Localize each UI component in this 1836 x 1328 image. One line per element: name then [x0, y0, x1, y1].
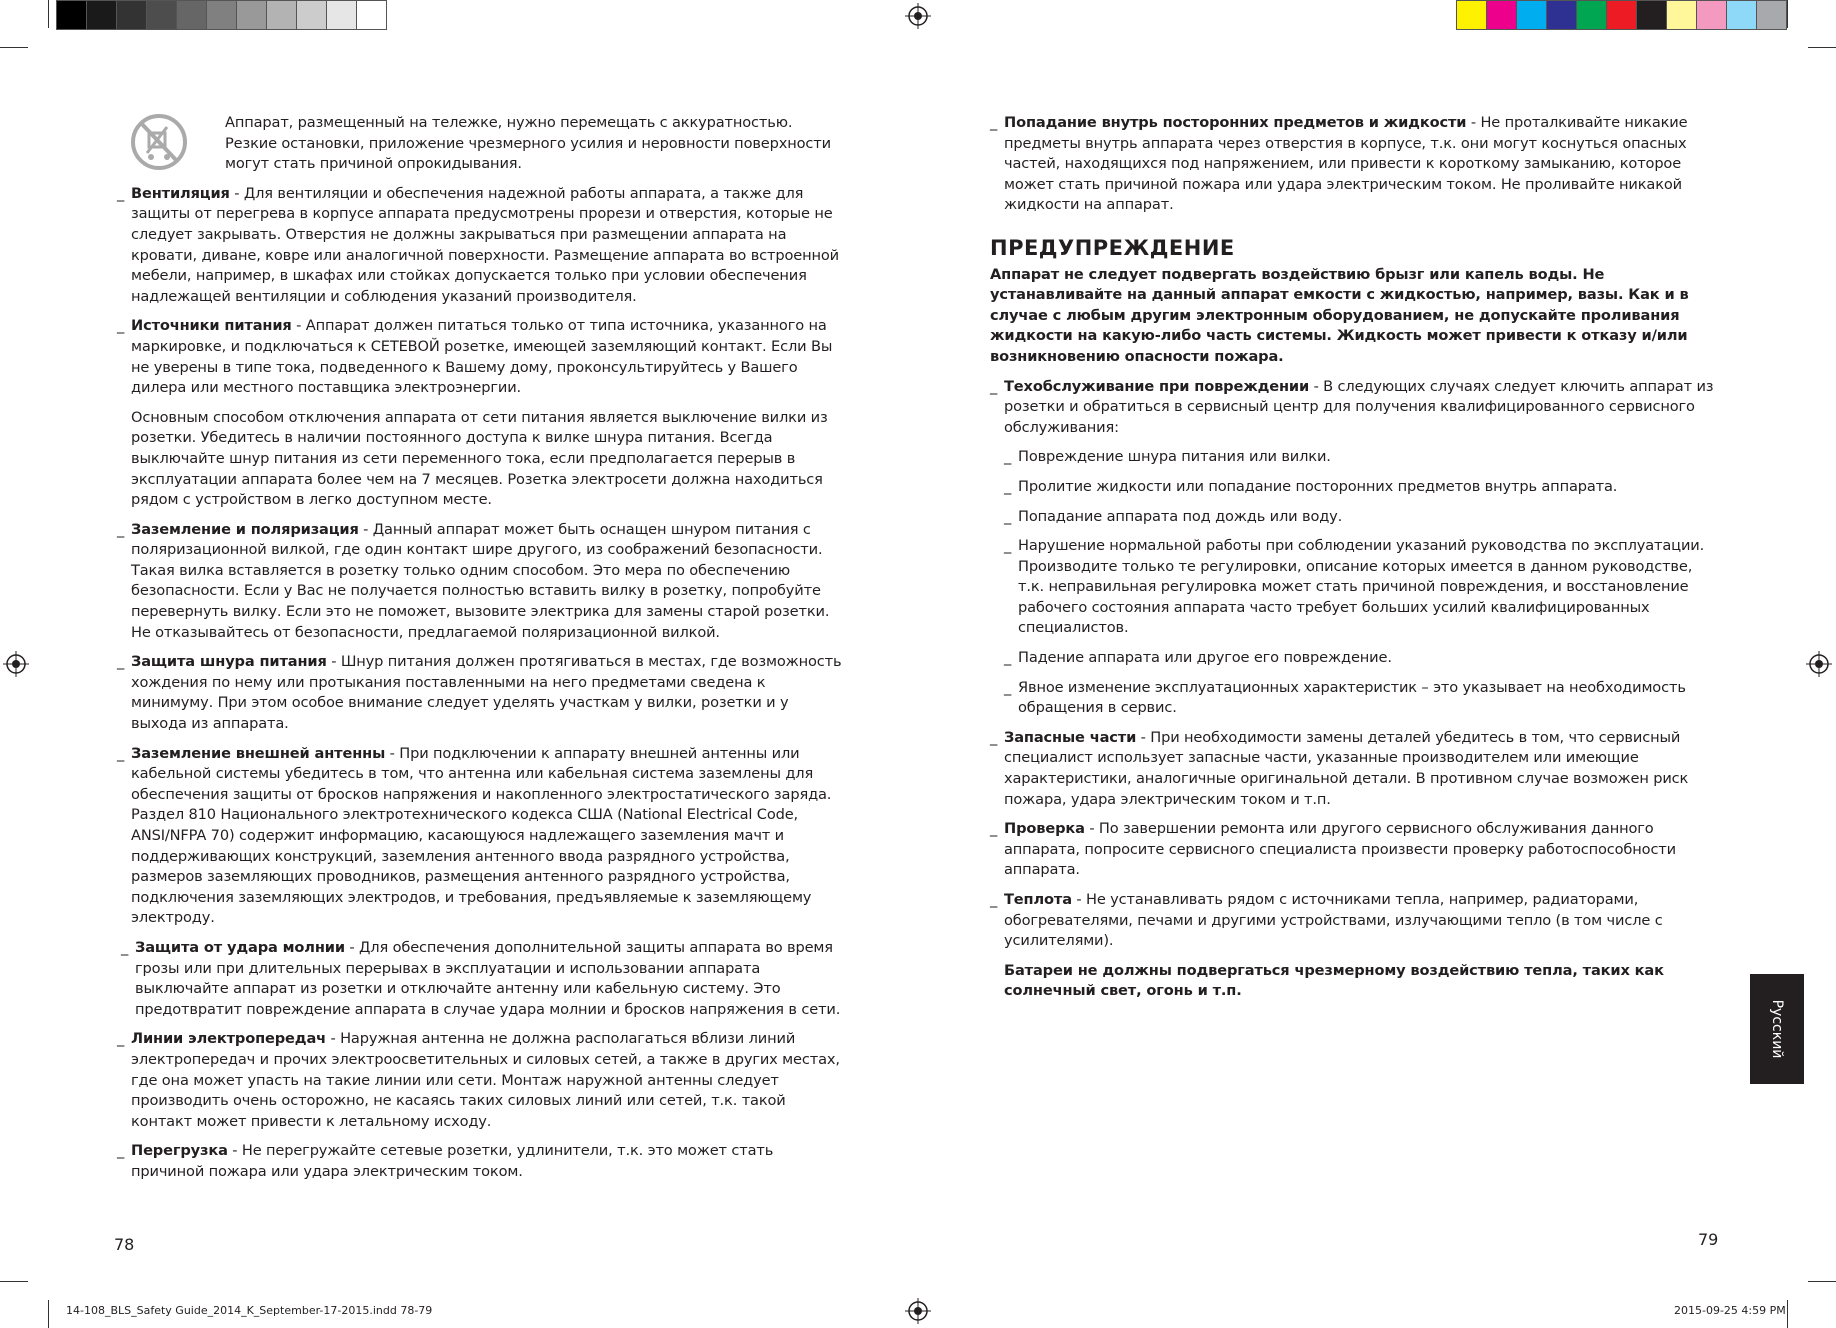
overload-item: _ Перегрузка - Не перегружайте сетевые розетки, удлинители, т.к. это может стать причиной пожара или удара электрическим током.: [117, 1142, 774, 1180]
item-title: Техобслуживание при повреждении: [1004, 377, 1310, 395]
crop-mark: [1787, 0, 1788, 28]
footer-date: 2015-09-25 4:59 PM: [1674, 1304, 1786, 1317]
service-case: _ Нарушение нормальной работы при соблюдении указаний руководства по эксплуатации. Производите только те регулировки, описание которых имеется в данном руководстве, т.к. неправильная регулировка может стать причиной повреждения, и восстановление рабочего состояния аппарата часто требует больших усилий квалифицированных специалистов.: [1004, 537, 1705, 637]
left-page-column: [117, 113, 842, 1192]
item-text: - Для обеспечения дополнительной защиты аппарата во время грозы или при длительных перерывах в эксплуатации и использовании аппарата выключайте аппарат из розетки и отключайте антенну или кабельную систему. Это предотвратит повреждение аппарата в случае удара молнии и бросков напряжения в сети.: [135, 938, 841, 1018]
item-title: Перегрузка: [131, 1142, 228, 1160]
item-text: - Данный аппарат может быть оснащен шнуром питания с поляризационной вилкой, где один контакт шире другого, из соображений безопасности. Такая вилка вставляется в розетку только одним способом. Это мера по обеспечению безопасности. Если у Вас не получается полностью вставить вилку в розетку, попробуйте перевернуть вилку. Если это не поможет, вызовите электрика для замены старой розетки. Не отказывайтесь от безопасности, предлагаемой поляризационной вилкой.: [131, 520, 830, 641]
process-color-bar: [1456, 0, 1787, 30]
crop-mark: [1808, 47, 1836, 48]
service-case: _ Попадание аппарата под дождь или воду.: [1004, 507, 1343, 525]
item-title: Заземление и поляризация: [131, 520, 359, 538]
item-text: - Не проталкивайте никакие предметы внутрь аппарата через отверстия в корпусе, т.к. они могут коснуться опасных частей, находящихся под напряжением, или привести к короткому замыканию, которое может стать причиной пожара или удара электрическим током. Не проливайте никакой жидкости на аппарат.: [1004, 114, 1688, 214]
item-title: Попадание внутрь посторонних предметов и жидкости: [1004, 114, 1467, 131]
item-title: Защита шнура питания: [131, 653, 327, 671]
swatch: [267, 1, 297, 29]
item-text: - Не перегружайте сетевые розетки, удлинители, т.к. это может стать причиной пожара или удара электрическим током.: [131, 1142, 774, 1180]
power-sources-item: _ Источники питания - Аппарат должен питаться только от типа источника, указанного на маркировке, и подключаться к СЕТЕВОЙ розетке, имеющей заземляющий контакт. Если Вы не уверены в типе тока, подведенного к Вашему дому, проконсультируйтесь у Вашего дилера или местного поставщика электроэнергии.: [117, 317, 833, 397]
language-tab-label: Русский: [1769, 999, 1785, 1059]
swatch: [1487, 1, 1517, 29]
language-tab: [1750, 974, 1804, 1084]
service-case: _ Падение аппарата или другое его повреждение.: [1004, 649, 1392, 667]
item-title: Линии электропередач: [131, 1030, 327, 1048]
swatch: [1757, 1, 1786, 29]
item-text: - По завершении ремонта или другого сервисного обслуживания данного аппарата, попросите сервисного специалиста произвести проверку работоспособности аппарата.: [1004, 820, 1676, 879]
cart-warning-text: Аппарат, размещенный на тележке, нужно перемещать с аккуратностью. Резкие остановки, приложение чрезмерного усилия и неровности поверхности могут стать причиной опрокидывания.: [225, 114, 831, 173]
registration-mark-icon: [905, 3, 931, 29]
swatch: [207, 1, 237, 29]
crop-mark: [1808, 1281, 1836, 1282]
item-text: - В следующих случаях следует ключить аппарат из розетки и обратиться в сервисный центр для получения квалифицированного сервисного обслуживания:: [1004, 377, 1714, 436]
swatch: [1577, 1, 1607, 29]
grounding-item: _ Заземление и поляризация - Данный аппарат может быть оснащен шнуром питания с поляризационной вилкой, где один контакт шире другого, из соображений безопасности. Такая вилка вставляется в розетку только одним способом. Это мера по обеспечению безопасности. Если у Вас не получается полностью вставить вилку в розетку, попробуйте перевернуть вилку. Если это не поможет, вызовите электрика для замены старой розетки. Не отказывайтесь от безопасности, предлагаемой поляризационной вилкой.: [117, 520, 830, 641]
swatch: [237, 1, 267, 29]
item-text: - При необходимости замены деталей убедитесь в том, что сервисный специалист использует запасные части, указанные производителем или имеющие характеристики, аналогичные оригинальной детали. В противном случае возможен риск пожара, удара электрическим током и т.п.: [1004, 728, 1689, 808]
page-number-left: 78: [114, 1235, 135, 1254]
swatch: [1547, 1, 1577, 29]
item-text: - Для вентиляции и обеспечения надежной работы аппарата, а также для защиты от перегрева в корпусе аппарата предусмотрены прорези и отверстия, которые не следует закрывать. Отверстия не должны закрываться при размещении аппарата на кровати, диване, ковре или аналогичной поверхности. Размещение аппарата во встроенной мебели, например, в шкафах или стойках допускается только при условии обеспечения надлежащей вентиляции и соблюдения указаний производителя.: [131, 184, 839, 305]
warning-text: Аппарат не следует подвергать воздействию брызг или капель воды. Не устанавливайте на данный аппарат емкости с жидкостью, например, вазы. Как и в случае с любым другим электронным оборудованием, не допускайте проливания жидкости на какую-либо часть системы. Жидкость может привести к отказу и/или возникновению опасности пожара.: [990, 265, 1689, 365]
swatch: [1697, 1, 1727, 29]
crop-mark: [0, 1281, 28, 1282]
inspection-item: _ Проверка - По завершении ремонта или другого сервисного обслуживания данного аппарата, попросите сервисного специалиста произвести проверку работоспособности аппарата.: [990, 820, 1676, 879]
lightning-item: _ Защита от удара молнии - Для обеспечения дополнительной защиты аппарата во время грозы или при длительных перерывах в эксплуатации и использовании аппарата выключайте аппарат из розетки и отключайте антенну или кабельную систему. Это предотвратит повреждение аппарата в случае удара молнии и бросков напряжения в сети.: [121, 938, 841, 1018]
item-title: Защита от удара молнии: [135, 938, 345, 956]
item-text: - Аппарат должен питаться только от типа источника, указанного на маркировке, и подключаться к СЕТЕВОЙ розетке, имеющей заземляющий контакт. Если Вы не уверены в типе тока, подведенного к Вашему дому, проконсультируйтесь у Вашего дилера или местного поставщика электроэнергии.: [131, 317, 833, 397]
item-text: - Не устанавливать рядом с источниками тепла, например, радиаторами, обогревателями, печами и другими устройствами, излучающими тепло (в том числе с усилителями).: [1004, 891, 1663, 950]
warning-heading: ПРЕДУПРЕЖДЕНИЕ: [990, 235, 1235, 260]
swatch: [147, 1, 177, 29]
right-page-column: [990, 113, 1715, 1002]
antenna-grounding-item: _ Заземление внешней антенны - При подключении к аппарату внешней антенны или кабельной системы убедитесь в том, что антенна или кабельная система заземлены для обеспечения защиты от бросков напряжения и накопленного электростатического заряда. Раздел 810 Национального электротехнического кодекса США (National Electrical Code, ANSI/NFPA 70) содержит информацию, касающуюся надлежащего заземления мачт и поддерживающих конструкций, заземления антенного ввода разрядного устройства, размеров заземляющих проводников, размещения антенного разрядного устройства, подключения заземляющих электродов, и требования, предъявляемые к заземляющему электроду.: [117, 744, 832, 927]
item-title: Запасные части: [1004, 728, 1137, 746]
power-disconnect-paragraph: Основным способом отключения аппарата от сети питания является выключение вилки из розетки. Убедитесь в наличии постоянного доступа к вилке шнура питания. Всегда выключайте шнур питания из сети переменного тока, если предполагается перерыв в эксплуатации аппарата более чем на 7 месяцев. Розетка электросети должна находиться рядом с устройством в легко доступном месте.: [131, 408, 828, 509]
item-title: Теплота: [1004, 891, 1072, 908]
item-text: - Наружная антенна не должна располагаться вблизи линий электропередач и прочих электроосветительных и силовых сетей, а также в других местах, где она может упасть на такие линии или сети. Монтаж наружной антенны следует производить очень осторожно, не касаясь таких силовых линий или сетей, т.к. такой контакт может привести к летальному исходу.: [131, 1030, 840, 1130]
ventilation-item: _ Вентиляция - Для вентиляции и обеспечения надежной работы аппарата, а также для защиты от перегрева в корпусе аппарата предусмотрены прорези и отверстия, которые не следует закрывать. Отверстия не должны закрываться при размещении аппарата на кровати, диване, ковре или аналогичной поверхности. Размещение аппарата во встроенной мебели, например, в шкафах или стойках допускается только при условии обеспечения надлежащей вентиляции и соблюдения указаний производителя.: [117, 184, 839, 305]
item-text: - Шнур питания должен протягиваться в местах, где возможность хождения по нему или протыкания поставленными на него предметами сведена к минимуму. При этом особое внимание следует уделять участкам у вилки, розетки и у выхода из аппарата.: [131, 653, 842, 733]
item-title: Проверка: [1004, 820, 1085, 838]
spare-parts-item: _ Запасные части - При необходимости замены деталей убедитесь в том, что сервисный специалист использует запасные части, указанные производителем или имеющие характеристики, аналогичные оригинальной детали. В противном случае возможен риск пожара, удара электрическим током и т.п.: [990, 728, 1689, 808]
foreign-objects-item: _ Попадание внутрь посторонних предметов и жидкости - Не проталкивайте никакие предметы внутрь аппарата через отверстия в корпусе, т.к. они могут коснуться опасных частей, находящихся под напряжением, или привести к короткому замыканию, которое может стать причиной пожара или удара электрическим током. Не проливайте никакой жидкости на аппарат.: [990, 114, 1688, 214]
power-cord-protection-item: _ Защита шнура питания - Шнур питания должен протягиваться в местах, где возможность хождения по нему или протыкания поставленными на него предметами сведена к минимуму. При этом особое внимание следует уделять участкам у вилки, розетки и у выхода из аппарата.: [117, 653, 842, 733]
item-text: - При подключении к аппарату внешней антенны или кабельной системы убедитесь в том, что антенна или кабельная система заземлены для обеспечения защиты от бросков напряжения и накопленного электростатического заряда. Раздел 810 Национального электротехнического кодекса США (National Electrical Code, ANSI/NFPA 70) содержит информацию, касающуюся надлежащего заземления мачт и поддерживающих конструкций, заземления антенного ввода разрядного устройства, размеров заземляющих проводников, размещения антенного разрядного устройства, подключения заземляющих электродов, и требования, предъявляемые к заземляющему электроду.: [131, 744, 832, 927]
page-number-right: 79: [1698, 1230, 1719, 1249]
swatch: [177, 1, 207, 29]
grayscale-color-bar: [56, 0, 387, 30]
item-title: Источники питания: [131, 317, 292, 335]
cart-warning: [117, 113, 842, 175]
item-title: Вентиляция: [131, 184, 230, 202]
footer-file-name: 14-108_BLS_Safety Guide_2014_K_September-17-2015.indd 78-79: [66, 1304, 433, 1317]
heat-item: _ Теплота - Не устанавливать рядом с источниками тепла, например, радиаторами, обогревателями, печами и другими устройствами, излучающими тепло (в том числе с усилителями).: [990, 891, 1663, 950]
swatch: [117, 1, 147, 29]
registration-mark-icon: [3, 651, 29, 677]
crop-mark: [48, 1300, 49, 1328]
swatch: [57, 1, 87, 29]
battery-warning: Батареи не должны подвергаться чрезмерному воздействию тепла, таких как солнечный свет, огонь и т.п.: [1004, 961, 1664, 1000]
crop-mark: [1787, 1300, 1788, 1328]
swatch: [87, 1, 117, 29]
swatch: [1667, 1, 1697, 29]
swatch: [357, 1, 386, 29]
swatch: [1637, 1, 1667, 29]
registration-mark-icon: [1806, 651, 1832, 677]
swatch: [1457, 1, 1487, 29]
swatch: [1607, 1, 1637, 29]
damage-service-item: _ Техобслуживание при повреждении - В следующих случаях следует ключить аппарат из розетки и обратиться в сервисный центр для получения квалифицированного сервисного обслуживания:: [990, 377, 1714, 436]
service-case: _ Явное изменение эксплуатационных характеристик – это указывает на необходимость обращения в сервис.: [1004, 678, 1686, 717]
cart-tipover-warning-icon: [131, 109, 187, 175]
swatch: [297, 1, 327, 29]
swatch: [1517, 1, 1547, 29]
crop-mark: [0, 47, 28, 48]
service-case: _ Повреждение шнура питания или вилки.: [1004, 448, 1331, 466]
item-title: Заземление внешней антенны: [131, 744, 386, 762]
crop-mark: [48, 0, 49, 28]
registration-mark-icon: [905, 1298, 931, 1324]
power-lines-item: _ Линии электропередач - Наружная антенна не должна располагаться вблизи линий электропередач и прочих электроосветительных и силовых сетей, а также в других местах, где она может упасть на такие линии или сети. Монтаж наружной антенны следует производить очень осторожно, не касаясь таких силовых линий или сетей, т.к. такой контакт может привести к летальному исходу.: [117, 1030, 840, 1130]
swatch: [1727, 1, 1757, 29]
service-case: _ Пролитие жидкости или попадание посторонних предметов внутрь аппарата.: [1004, 477, 1618, 495]
swatch: [327, 1, 357, 29]
